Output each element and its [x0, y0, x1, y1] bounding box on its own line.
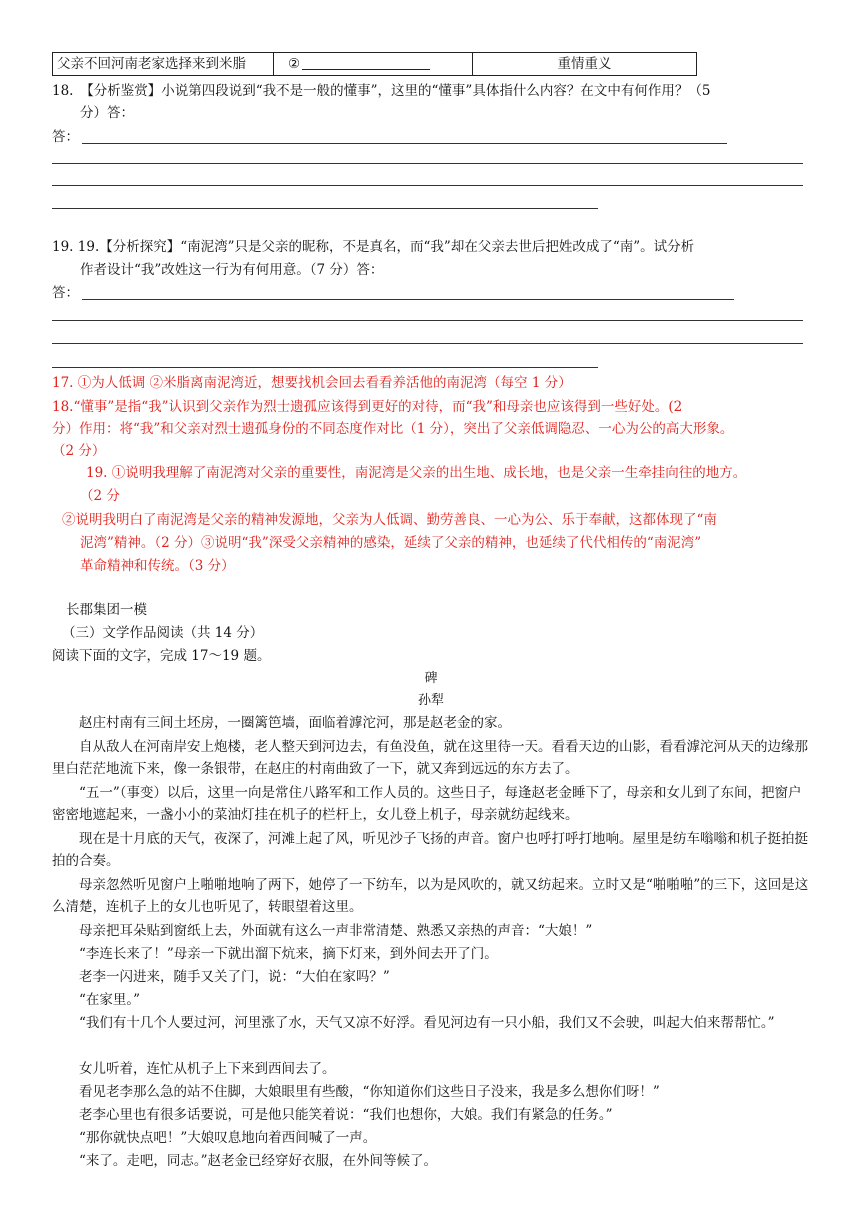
story-paragraph: 母亲忽然听见窗户上啪啪地响了两下，她停了一下纺车，以为是风吹的，就又纺起来。立时又是“啪啪啪”的三下，这回是这么清楚，连机子上的女儿也听见了，转眼望着这里。: [52, 877, 809, 915]
table-cell-trait: 重情重义: [473, 53, 697, 76]
story-paragraph: “那你就快点吧！”大娘叹息地向着西间喊了一声。: [79, 1130, 377, 1146]
story-paragraph: 女儿听着，连忙从机子上下来到西间去了。: [79, 1061, 336, 1077]
answer-19-line5: 革命精神和传统。（3 分）: [80, 558, 235, 574]
table-cell-blank-number: ②: [288, 56, 301, 72]
answer-19-line2: （2 分: [80, 488, 120, 504]
answer-line: [82, 143, 727, 144]
story-paragraph: 赵庄村南有三间土坯房，一圈篱笆墙，面临着滹沱河，那是赵老金的家。: [79, 715, 511, 731]
answer-table: [52, 52, 697, 76]
table-cell-reason: 父亲不回河南老家选择来到米脂: [53, 53, 274, 76]
story-paragraph: 老李一闪进来，随手又关了门，说：“大伯在家吗？”: [79, 969, 390, 985]
answer-18-line2: 分）作用：将“我”和父亲对烈士遗孤身份的不同态度作对比（1 分），突出了父亲低调隐忍、一心为公的高大形象。: [52, 421, 734, 437]
question-19-line1: 19. 19.【分析探究】“南泥湾”只是父亲的昵称，不是真名，而“我”却在父亲去世后把姓改成了“南”。试分析: [52, 239, 695, 255]
story-paragraph: 自从敌人在河南岸安上炮楼，老人整天到河边去，有鱼没鱼，就在这里待一天。看看天边的山影，看看滹沱河从天的边缘那里白茫茫地流下来，像一条银带，在赵庄的村南曲致了一下，就又奔到远远的东方去了。: [52, 739, 808, 777]
answer-line: [52, 163, 803, 164]
answer-line: [52, 343, 803, 344]
answer-18-line3: （2 分）: [52, 443, 106, 459]
answer-19-line1: 19. ①说明我理解了南泥湾对父亲的重要性，南泥湾是父亲的出生地、成长地，也是父亲一生牵挂向往的地方。: [86, 465, 747, 481]
story-paragraph: 老李心里也有很多话要说，可是他只能笑着说：“我们也想你，大娘。我们有紧急的任务。”: [79, 1107, 613, 1123]
story-paragraph: 现在是十月底的天气，夜深了，河滩上起了风，听见沙子飞扬的声音。窗户也呼打呼打地响。屋里是纺车嗡嗡和机子挺拍挺拍的合奏。: [52, 831, 808, 869]
question-18-answer-label: 答：: [52, 129, 79, 145]
answer-17: 17. ①为人低调 ②米脂离南泥湾近，想要找机会回去看看养活他的南泥湾（每空 1 分）: [52, 375, 572, 391]
story-paragraph: 看见老李那么急的站不住脚，大娘眼里有些酸，“你知道你们这些日子没来，我是多么想你们呀！”: [79, 1084, 660, 1100]
answer-line: [82, 299, 734, 300]
section-header: 长郡集团一模: [66, 602, 147, 618]
answer-line: [52, 367, 598, 368]
answer-line: [52, 208, 598, 209]
answer-line: [52, 320, 803, 321]
table-cell-blank: [274, 53, 473, 76]
story-paragraph: “在家里。”: [79, 992, 141, 1008]
fill-blank-line: [302, 55, 430, 70]
question-19-answer-label: 答：: [52, 285, 79, 301]
table-row: [53, 53, 697, 76]
answer-18-line1: 18.“懂事”是指“我”认识到父亲作为烈士遗孤应该得到更好的对待，而“我”和母亲也应该得到一些好处。(2: [52, 399, 683, 415]
story-paragraph: “我们有十几个人要过河，河里涨了水，天气又凉不好浮。看见河边有一只小船，我们又不会驶，叫起大伯来帮帮忙。”: [79, 1015, 775, 1031]
question-18-line1: 18. 【分析鉴赏】小说第四段说到“我不是一般的懂事”，这里的“懂事”具体指什么内容？在文中有何作用？（5: [52, 83, 711, 99]
question-19-line2: 作者设计“我”改姓这一行为有何用意。（7 分）答：: [80, 262, 384, 278]
answer-19-line4: 泥湾”精神。（2 分）③说明“我”深受父亲精神的感染，延续了父亲的精神，也延续了代代相传的“南泥湾”: [80, 535, 702, 551]
question-18-line2: 分）答：: [80, 105, 134, 121]
section-subheader: （三）文学作品阅读（共 14 分）: [62, 625, 264, 641]
story-paragraph: 母亲把耳朵贴到窗纸上去，外面就有这么一声非常清楚、熟悉又亲热的声音：“大娘！”: [79, 923, 593, 939]
story-paragraph: “来了。走吧，同志。”赵老金已经穿好衣服，在外间等候了。: [79, 1153, 438, 1169]
answer-line: [52, 185, 803, 186]
answer-19-line3: ②说明我明白了南泥湾是父亲的精神发源地，父亲为人低调、勤劳善良、一心为公、乐于奉献，这都体现了“南: [62, 512, 717, 528]
story-title: 碑: [424, 671, 438, 686]
story-author: 孙犁: [417, 693, 444, 708]
story-paragraph: “五一”（事变）以后，这里一向是常住八路军和工作人员的。这些日子，每逢赵老金睡下了，母亲和女儿到了东间，把窗户密密地遮起来，一盏小小的菜油灯挂在机子的栏杆上，女儿登上机子，母亲就纺起线来。: [52, 785, 802, 823]
section-instruction: 阅读下面的文字，完成 17～19 题。: [52, 648, 271, 664]
story-paragraph: “李连长来了！”母亲一下就出溜下炕来，摘下灯来，到外间去开了门。: [79, 946, 498, 962]
